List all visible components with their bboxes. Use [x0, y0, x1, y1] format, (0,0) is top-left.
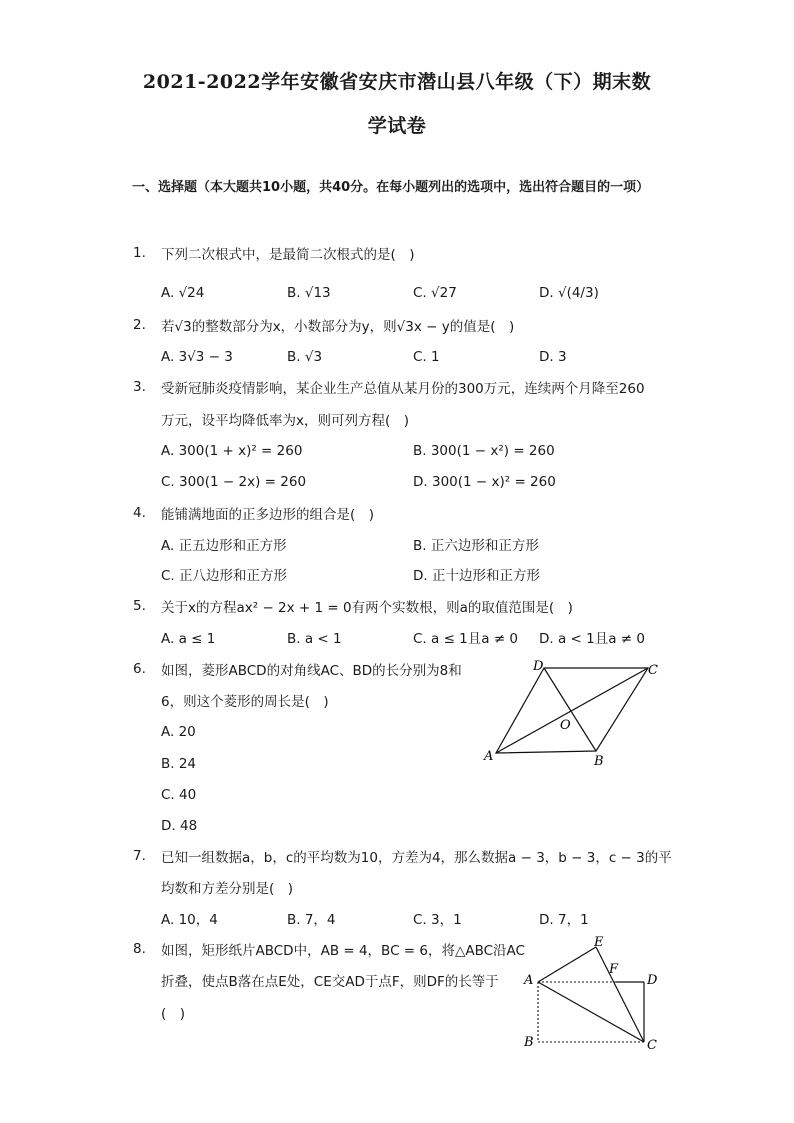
label-a: A: [524, 973, 534, 988]
question-stem-line1: 如图，矩形纸片ABCD中，AB = 4，BC = 6，将△ABC沿AC: [161, 943, 525, 959]
option-d: D. 48: [161, 818, 198, 834]
label-d: D: [647, 973, 658, 988]
option-a: A. 10，4: [161, 912, 218, 928]
label-d: D: [533, 659, 544, 674]
paper-title-line1: 2021-2022学年安徽省安庆市潜山县八年级（下）期末数: [142, 71, 652, 93]
label-b: B: [594, 754, 604, 769]
option-d: D. √(4/3): [539, 285, 599, 301]
option-a: A. 20: [161, 724, 196, 740]
option-b: B. 7，4: [287, 912, 336, 928]
option-d: D. a < 1且a ≠ 0: [539, 631, 645, 647]
option-a: A. 3√3 − 3: [161, 349, 233, 365]
segment-ac: [538, 982, 644, 1042]
option-c: C. 正八边形和正方形: [161, 568, 288, 584]
paper-title-line2: 学试卷: [367, 115, 427, 137]
label-f: F: [609, 962, 619, 977]
question-number: 1.: [133, 245, 146, 261]
label-c: C: [648, 663, 658, 678]
question-number: 3.: [133, 379, 146, 395]
question-stem-line1: 已知一组数据a，b，c的平均数为10，方差为4，那么数据a − 3，b − 3，c − 3的平: [161, 850, 672, 866]
label-a: A: [484, 749, 494, 764]
question-number: 8.: [133, 941, 146, 957]
question-stem-line1: 如图，菱形ABCD的对角线AC、BD的长分别为8和: [161, 663, 462, 679]
option-d: D. 3: [539, 349, 567, 365]
question-number: 2.: [133, 317, 146, 333]
option-b: B. √13: [287, 285, 331, 301]
option-a: A. √24: [161, 285, 205, 301]
question-stem-line3: ( ): [161, 1006, 186, 1022]
option-a: A. 300(1 + x)² = 260: [161, 443, 303, 459]
option-d: D. 正十边形和正方形: [413, 568, 540, 584]
question-stem-line2: 6，则这个菱形的周长是( ): [161, 694, 329, 710]
question-stem: 能铺满地面的正多边形的组合是( ): [161, 507, 375, 523]
question-stem: 下列二次根式中，是最简二次根式的是( ): [161, 247, 415, 263]
label-b: B: [524, 1035, 534, 1050]
rhombus-figure: [478, 655, 668, 770]
option-c: C. a ≤ 1且a ≠ 0: [413, 631, 519, 647]
label-c: C: [647, 1038, 657, 1053]
question-stem-line2: 折叠，使点B落在点E处，CE交AD于点F，则DF的长等于: [161, 974, 499, 990]
label-e: E: [594, 935, 604, 950]
question-number: 7.: [133, 848, 146, 864]
option-d: D. 7，1: [539, 912, 589, 928]
question-stem-line1: 受新冠肺炎疫情影响，某企业生产总值从某月份的300万元，连续两个月降至260: [161, 381, 645, 397]
option-b: B. 24: [161, 756, 197, 772]
option-c: C. 300(1 − 2x) = 260: [161, 474, 307, 490]
option-a: A. a ≤ 1: [161, 631, 216, 647]
label-o: O: [560, 718, 571, 733]
option-b: B. 正六边形和正方形: [413, 538, 539, 554]
option-d: D. 300(1 − x)² = 260: [413, 474, 556, 490]
option-c: C. 40: [161, 787, 197, 803]
fold-figure: [518, 935, 663, 1057]
diagonal-bd: [544, 668, 596, 751]
question-stem: 若√3的整数部分为x，小数部分为y，则√3x − y的值是( ): [161, 319, 515, 335]
option-c: C. √27: [413, 285, 457, 301]
option-b: B. a < 1: [287, 631, 342, 647]
diagonal-ac: [496, 668, 648, 753]
question-number: 4.: [133, 505, 146, 521]
option-c: C. 1: [413, 349, 440, 365]
option-b: B. 300(1 − x²) = 260: [413, 443, 555, 459]
segment-ae: [538, 947, 596, 982]
option-c: C. 3，1: [413, 912, 462, 928]
section-heading: 一、选择题（本大题共10小题，共40分。在每小题列出的选项中，选出符合题目的一项）: [132, 180, 650, 195]
option-b: B. √3: [287, 349, 323, 365]
question-stem-line2: 万元，设平均降低率为x，则可列方程( ): [161, 413, 410, 429]
option-a: A. 正五边形和正方形: [161, 538, 287, 554]
question-number: 6.: [133, 661, 146, 677]
question-stem: 关于x的方程ax² − 2x + 1 = 0有两个实数根，则a的取值范围是( ): [161, 600, 573, 616]
question-number: 5.: [133, 598, 146, 614]
question-stem-line2: 均数和方差分别是( ): [161, 881, 294, 897]
